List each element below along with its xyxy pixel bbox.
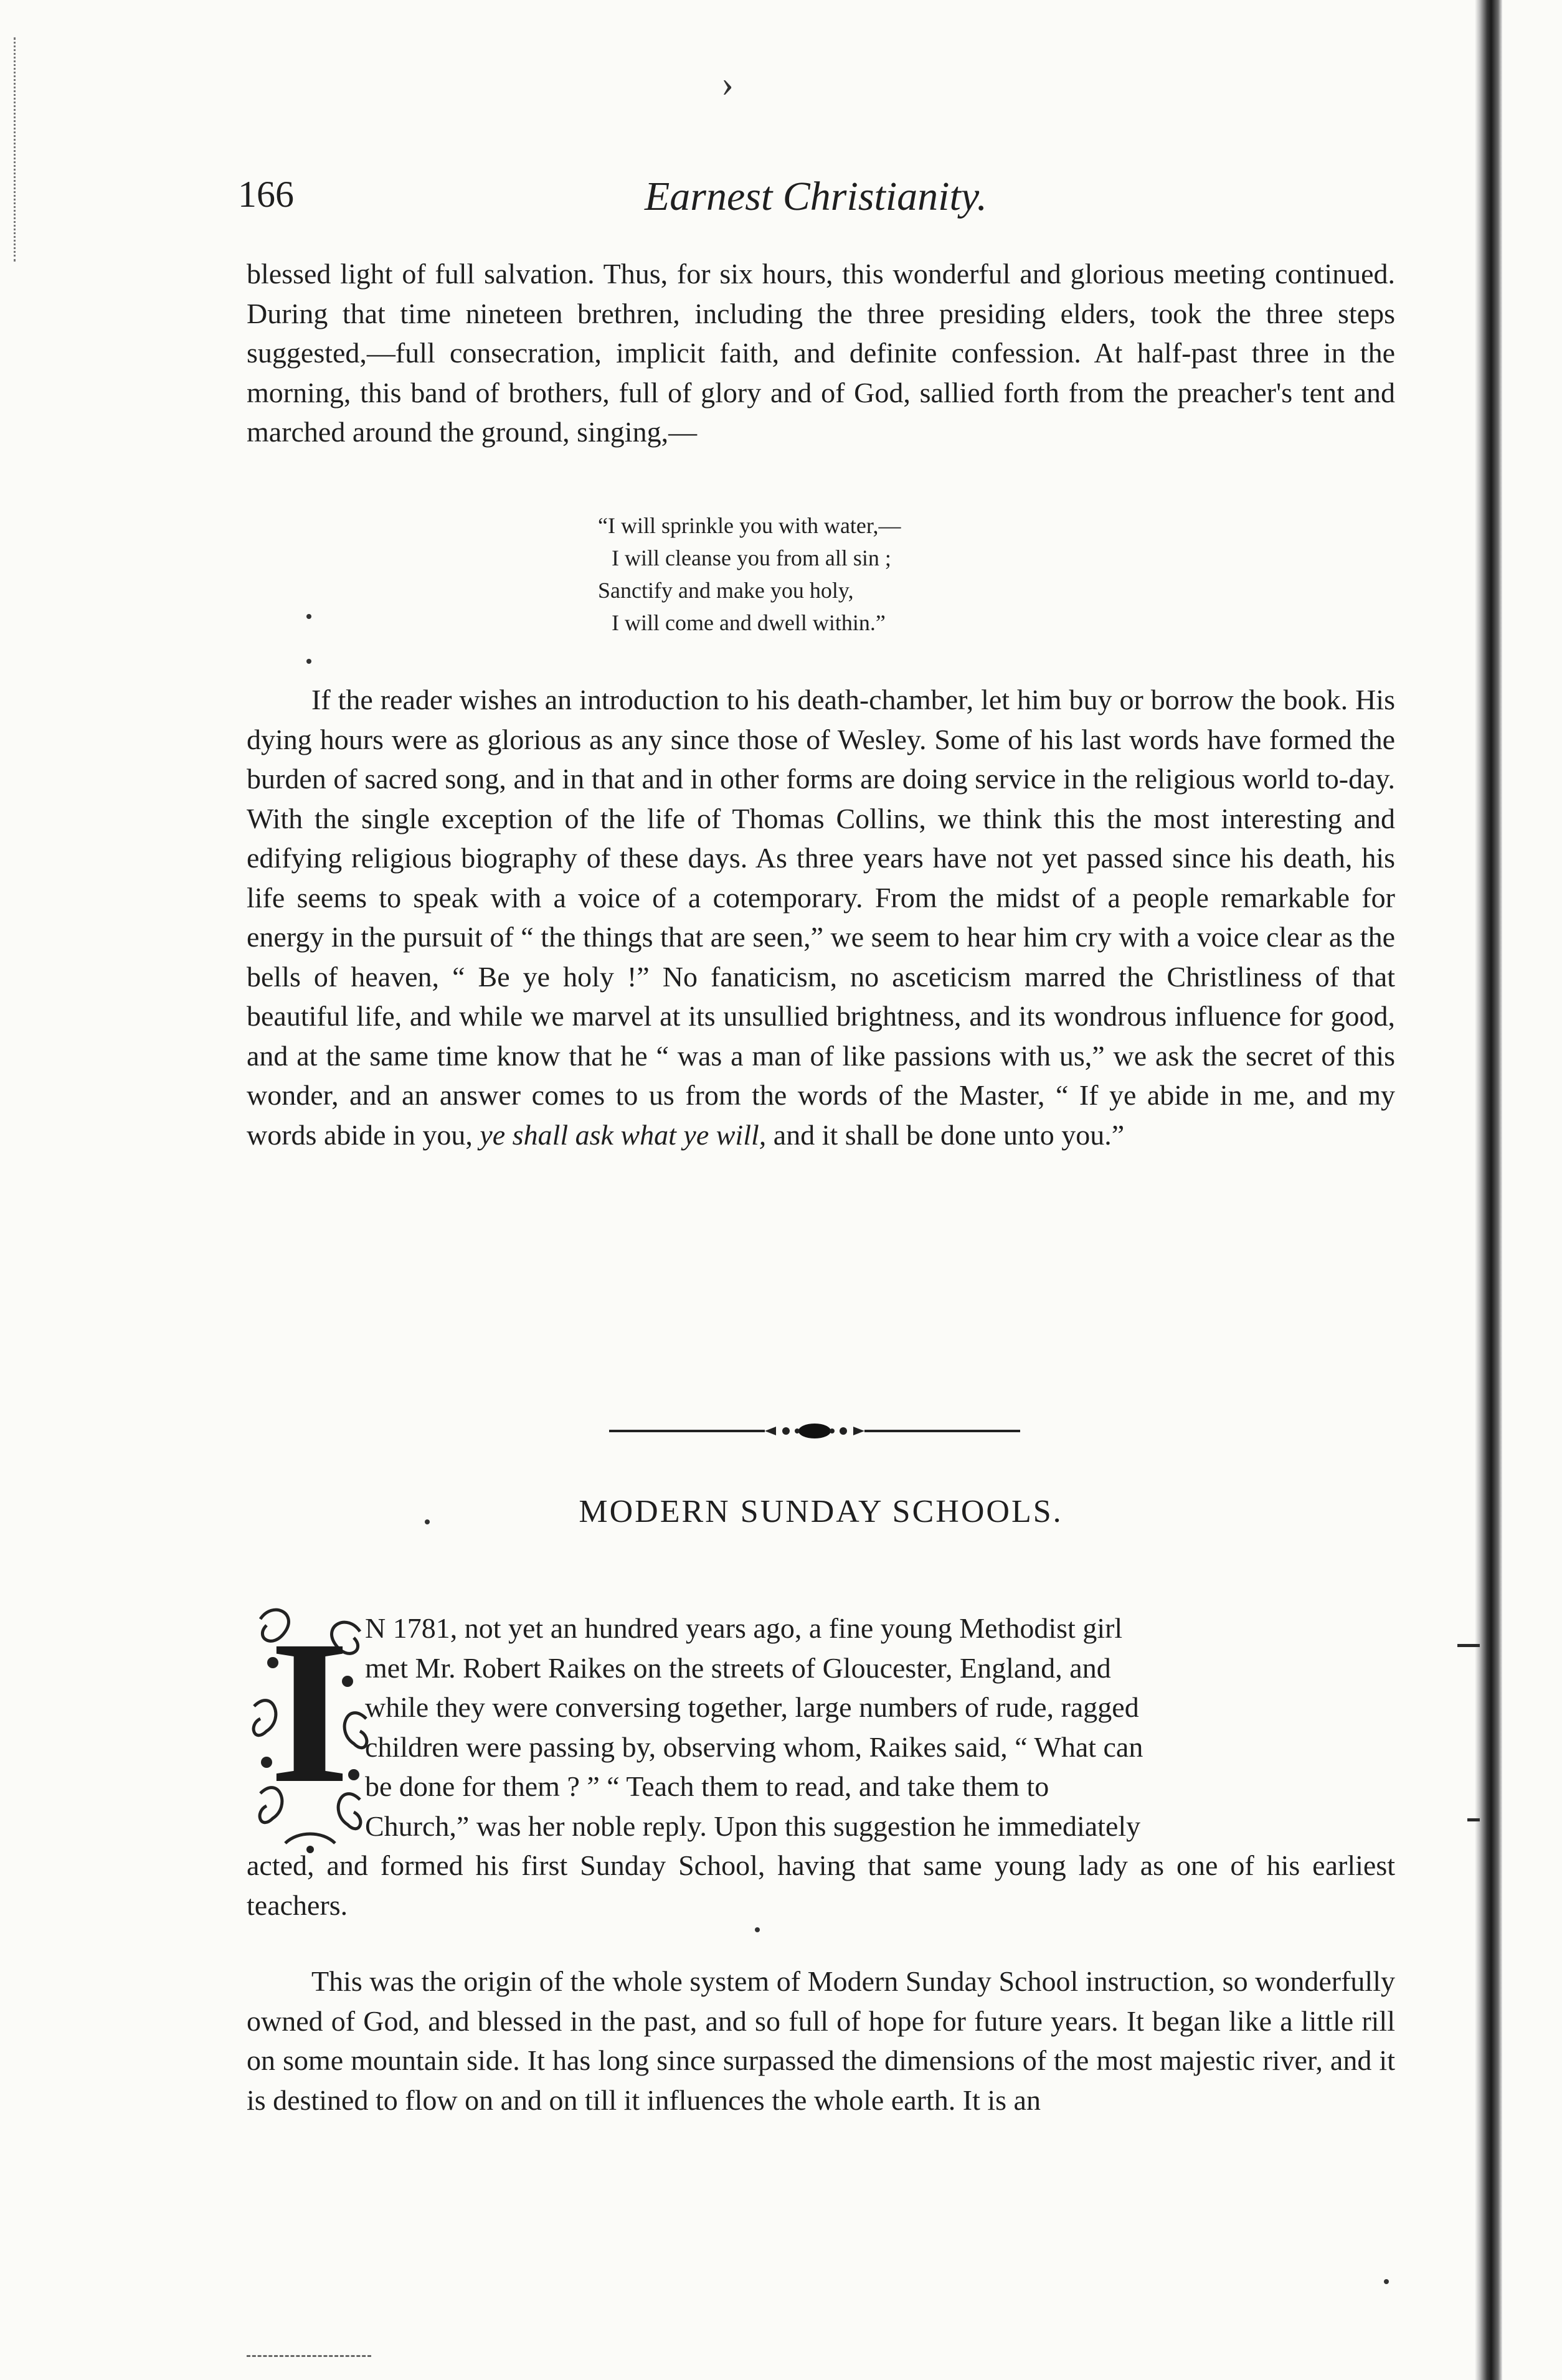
text-line: children were passing by, observing whom, Raikes said, “ What can	[365, 1731, 1143, 1763]
page-number: 166	[238, 174, 294, 215]
text-line: be done for them ? ” “ Teach them to read, and take them to	[365, 1770, 1049, 1802]
paragraph-death-chamber	[247, 680, 1395, 1155]
verse-line: Sanctify and make you holy,	[598, 578, 854, 603]
stray-dot	[306, 659, 311, 664]
verse-line: “I will sprinkle you with water,—	[598, 513, 901, 538]
paragraph-continuation: blessed light of full salvation. Thus, for six hours, this wonderful and glorious meeting continued. During that time nineteen brethren, including the three presiding elders, took the three steps suggested,—full consecration, implicit faith, and definite confession. At half-past three in the morning, this band of brothers, full of glory and of God, sallied forth from the preacher's tent and marched around the ground, singing,—	[247, 258, 1395, 448]
scan-bottom-dashes	[247, 2355, 371, 2357]
page-header	[238, 173, 1394, 248]
scan-edge-tick	[1467, 1818, 1480, 1821]
text-line: while they were conversing together, large numbers of rude, ragged	[365, 1691, 1139, 1723]
ornamental-rule	[609, 1419, 1020, 1443]
text-line: N 1781, not yet an hundred years ago, a fine young Methodist girl	[365, 1612, 1123, 1644]
scan-edge-right	[1475, 0, 1502, 2380]
stray-mark: ›	[721, 63, 734, 104]
paragraph-text-end: and it shall be done unto you.”	[766, 1118, 1125, 1151]
stray-dot	[1384, 2279, 1389, 2284]
verse-line: I will cleanse you from all sin ;	[612, 545, 891, 570]
scan-edge-tick	[1457, 1644, 1480, 1647]
hymn-verse	[598, 509, 901, 639]
paragraph-text: If the reader wishes an introduction to his death-chamber, let him buy or borrow the book. His dying hours were as glorious as any since those of Wesley. Some of his last words have formed the burden of sacred song, and in that and in other forms are doing service in the religious world to-day. With the single exception of the life of Thomas Collins, we think this the most interesting and edifying religious biography of these days. As three years have not yet passed since his death, his life seems to speak with a voice of a cotemporary. From the midst of a people remarkable for energy in the pursuit of “ the things that are seen,” we seem to hear him cry with a voice clear as the bells of heaven, “ Be ye holy !” No fanaticism, no asceticism marred the Christliness of that beautiful life, and while we marvel at its unsullied brightness, and its wondrous influence for good, and at the same time know that he “ was a man of like passions with us,” we ask the secret of this wonder, and an answer comes to us from the words of the Master, “ If ye abide in me, and my words abide in you,	[247, 684, 1395, 1151]
stray-dot	[306, 614, 311, 619]
running-title: Earnest Christianity.	[644, 174, 988, 219]
drop-cap-letter: I	[269, 1598, 350, 1826]
text-line: met Mr. Robert Raikes on the streets of Gloucester, England, and	[365, 1651, 1111, 1684]
scan-edge-left	[14, 37, 18, 262]
paragraph-origin-system: This was the origin of the whole system of Modern Sunday School instruction, so wonderfully owned of God, and blessed in the past, and so full of hope for future years. It began like a little rill on some mountain side. It has long since surpassed the dimensions of the most majestic river, and it is destined to flow on and on till it influences the whole earth. It is an	[247, 1965, 1395, 2116]
verse-line: I will come and dwell within.”	[612, 610, 886, 635]
paragraph-sunday-school-origin	[247, 1608, 1395, 1925]
text-line: Church,” was her noble reply. Upon this suggestion he immediately	[365, 1810, 1141, 1842]
stray-dot	[755, 1927, 760, 1932]
section-title: MODERN SUNDAY SCHOOLS.	[579, 1494, 1063, 1529]
text-continuation: acted, and formed his first Sunday School, having that same young lady as one of his earliest teachers.	[247, 1849, 1395, 1921]
scripture-italic: ye shall ask what ye will,	[480, 1118, 767, 1151]
